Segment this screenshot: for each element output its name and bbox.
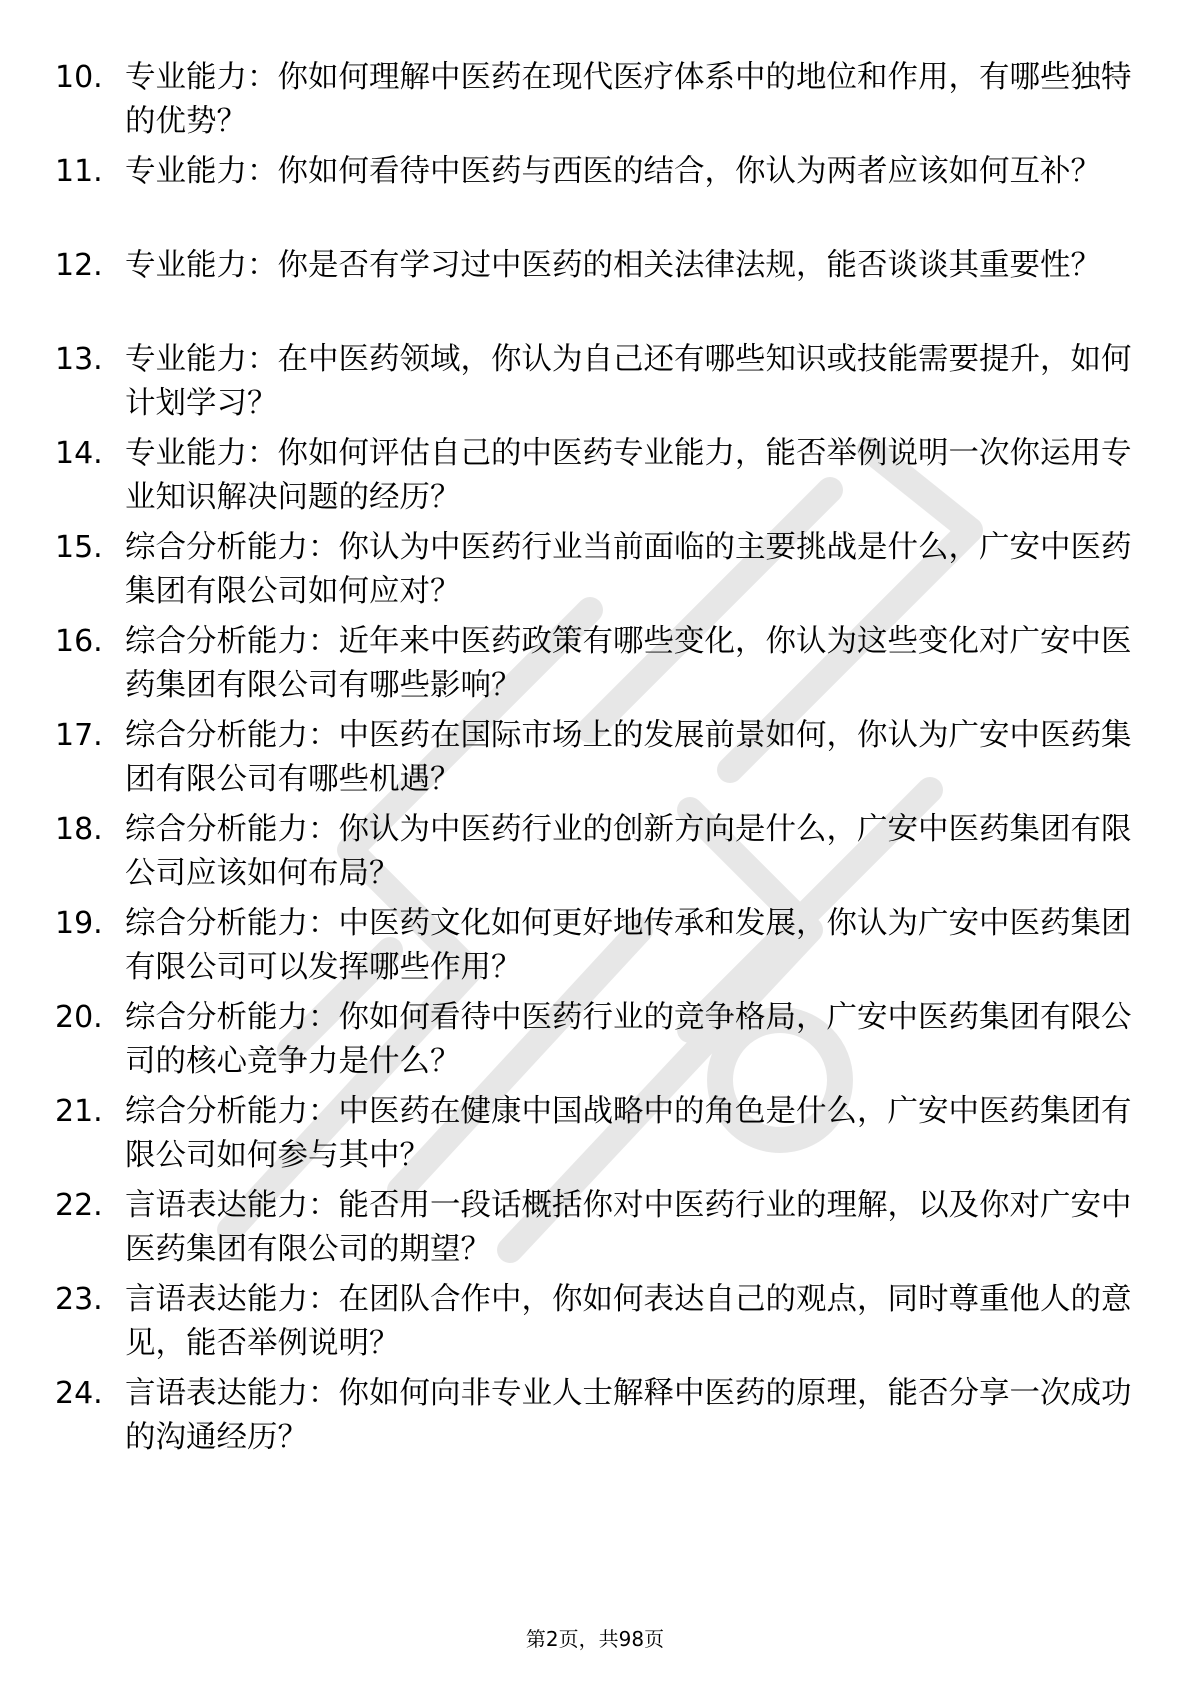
question-text: 言语表达能力：你如何向非专业人士解释中医药的原理，能否分享一次成功的沟通经历？ xyxy=(125,1376,1132,1455)
page-number: 第2页，共98页 xyxy=(525,1627,665,1651)
question-list xyxy=(55,56,1135,1466)
question-number: 15. xyxy=(55,530,103,565)
question-number: 17. xyxy=(55,718,103,753)
question-number: 14. xyxy=(55,436,103,471)
question-text: 综合分析能力：中医药文化如何更好地传承和发展，你认为广安中医药集团有限公司可以发挥哪些作用？ xyxy=(125,906,1132,985)
question-text: 综合分析能力：近年来中医药政策有哪些变化，你认为这些变化对广安中医药集团有限公司有哪些影响？ xyxy=(125,624,1132,703)
question-text: 综合分析能力：你认为中医药行业当前面临的主要挑战是什么，广安中医药集团有限公司如何应对？ xyxy=(125,530,1132,609)
question-text: 综合分析能力：中医药在健康中国战略中的角色是什么，广安中医药集团有限公司如何参与其中？ xyxy=(125,1094,1132,1173)
question-number: 20. xyxy=(55,1000,103,1035)
question-item xyxy=(55,714,1135,808)
question-number: 21. xyxy=(55,1094,103,1129)
question-number: 19. xyxy=(55,906,103,941)
question-text: 综合分析能力：你认为中医药行业的创新方向是什么，广安中医药集团有限公司应该如何布局？ xyxy=(125,812,1132,891)
question-number: 11. xyxy=(55,154,103,189)
question-item xyxy=(55,432,1135,526)
question-item xyxy=(55,338,1135,432)
question-item xyxy=(55,526,1135,620)
question-item xyxy=(55,244,1135,338)
question-item xyxy=(55,1090,1135,1184)
question-text: 言语表达能力：在团队合作中，你如何表达自己的观点，同时尊重他人的意见，能否举例说明？ xyxy=(125,1282,1132,1361)
question-text: 言语表达能力：能否用一段话概括你对中医药行业的理解，以及你对广安中医药集团有限公司的期望？ xyxy=(125,1188,1132,1267)
question-item xyxy=(55,56,1135,150)
question-text: 专业能力：你是否有学习过中医药的相关法律法规，能否谈谈其重要性？ xyxy=(125,248,1101,283)
question-number: 18. xyxy=(55,812,103,847)
question-number: 12. xyxy=(55,248,103,283)
question-item xyxy=(55,150,1135,244)
question-number: 10. xyxy=(55,60,103,95)
question-text: 专业能力：你如何评估自己的中医药专业能力，能否举例说明一次你运用专业知识解决问题的经历？ xyxy=(125,436,1132,515)
question-item xyxy=(55,902,1135,996)
question-text: 综合分析能力：中医药在国际市场上的发展前景如何，你认为广安中医药集团有限公司有哪些机遇？ xyxy=(125,718,1132,797)
question-text: 专业能力：你如何看待中医药与西医的结合，你认为两者应该如何互补？ xyxy=(125,154,1101,189)
question-number: 16. xyxy=(55,624,103,659)
question-text: 综合分析能力：你如何看待中医药行业的竞争格局，广安中医药集团有限公司的核心竞争力是什么？ xyxy=(125,1000,1132,1079)
question-item xyxy=(55,1184,1135,1278)
question-text: 专业能力：在中医药领域，你认为自己还有哪些知识或技能需要提升，如何计划学习？ xyxy=(125,342,1132,421)
question-item xyxy=(55,1372,1135,1466)
question-text: 专业能力：你如何理解中医药在现代医疗体系中的地位和作用，有哪些独特的优势？ xyxy=(125,60,1132,139)
question-item xyxy=(55,996,1135,1090)
question-item xyxy=(55,620,1135,714)
question-number: 22. xyxy=(55,1188,103,1223)
question-number: 13. xyxy=(55,342,103,377)
question-number: 23. xyxy=(55,1282,103,1317)
question-item xyxy=(55,1278,1135,1372)
question-number: 24. xyxy=(55,1376,103,1411)
question-item xyxy=(55,808,1135,902)
